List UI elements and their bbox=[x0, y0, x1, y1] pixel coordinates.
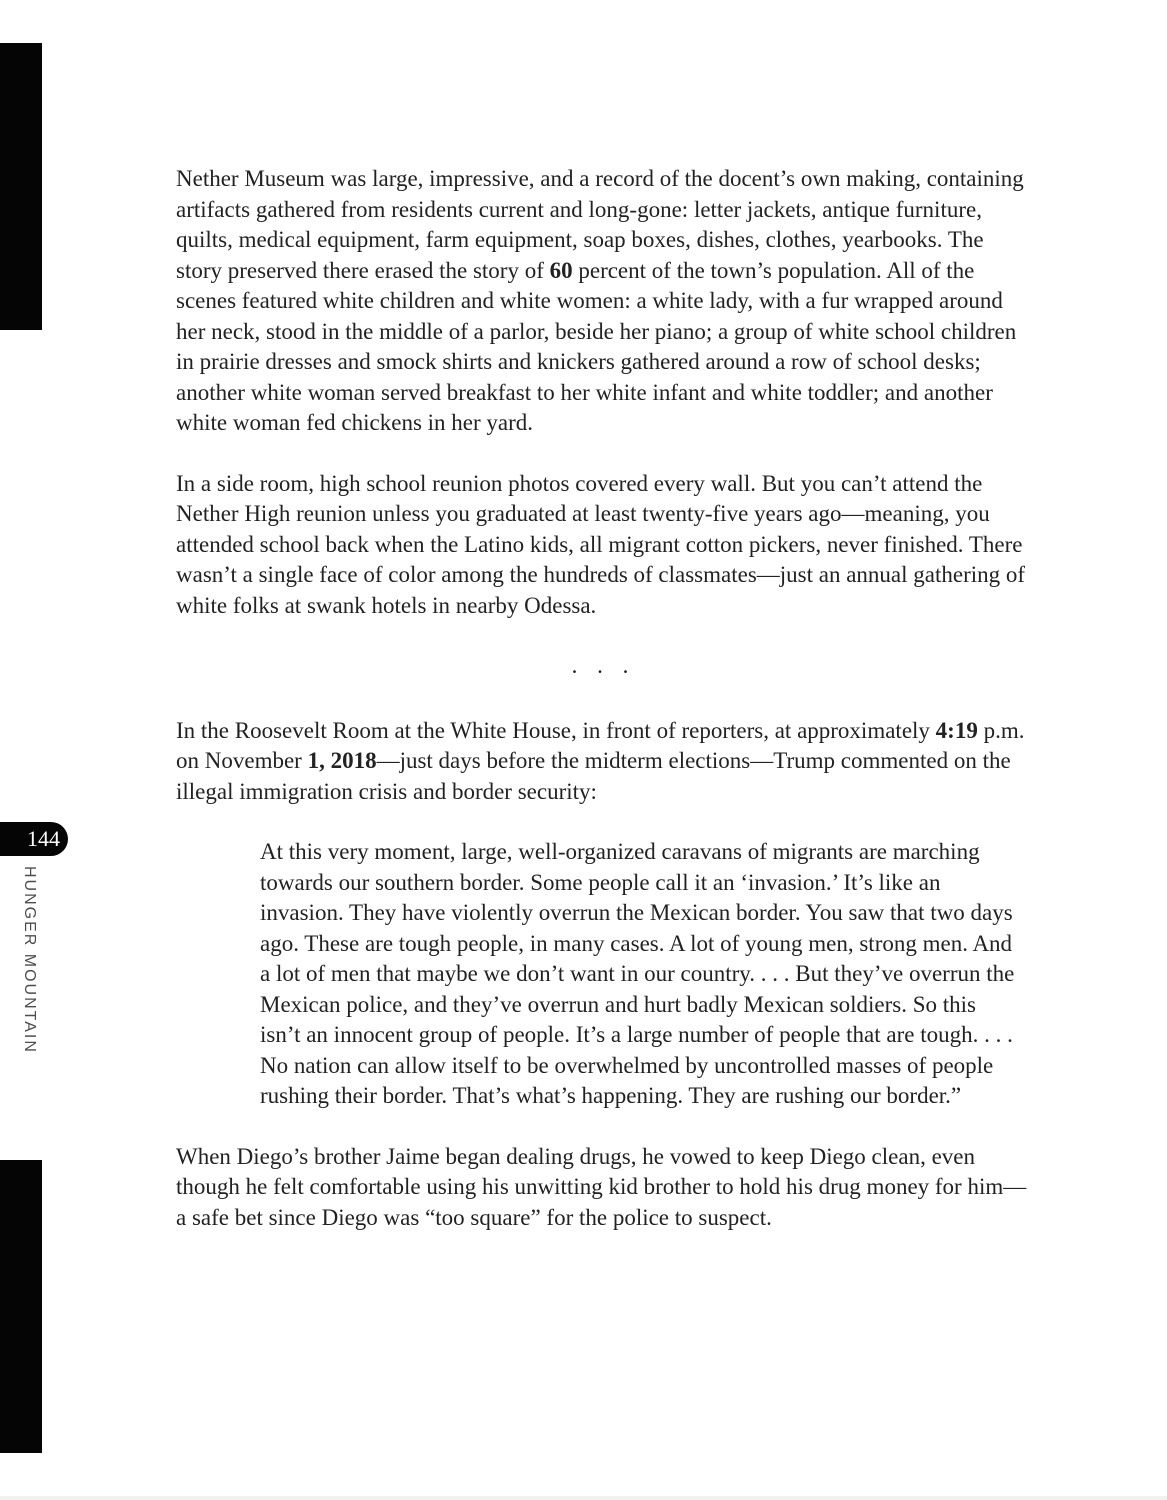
text-segment: p.m. on November bbox=[176, 717, 1025, 773]
journal-title-vertical: HUNGER MOUNTAIN bbox=[21, 866, 38, 1054]
paragraph-museum bbox=[176, 164, 1031, 439]
text-segment: At this very moment, large, well-organized caravans of migrants are marching towards our southern border. Some people call it an ‘invasion.’ It’s like an invasion. They have violently overrun the Mexican border. You saw that two days ago. These are tough people, in many cases. A lot of young men, strong men. And a lot of men that maybe we don’t want in our country. . . . But they’ve overrun the Mexican police, and they’ve overrun and hurt badly Mexican soldiers. So this isn’t an innocent group of people. It’s a large number of people that are tough. . . . No nation can allow itself to be overwhelmed by uncontrolled masses of people rushing their border. That’s what’s happening. They are rushing our border.” bbox=[260, 839, 1015, 1108]
text-segment: In a side room, high school reunion photos covered every wall. But you can’t attend the Nether High reunion unless you graduated at least twenty-five years ago—meaning, you attended school back when the Latino kids, all migrant cotton pickers, never finished. There wasn’t a single face of color among the hundreds of classmates—just an annual gathering of white folks at swank hotels in nearby Odessa. bbox=[176, 470, 1026, 618]
paragraph-diego bbox=[176, 1142, 1031, 1234]
emphasized-numeral: 1, 2018 bbox=[307, 748, 377, 773]
text-segment: Nether Museum was large, impressive, and a record of the docent’s own making, containing artifacts gathered from residents current and long-gone: letter jackets, antique furniture, quilts, medical equipment, farm equipment, soap boxes, dishes, clothes, yearbooks. The story preserved there erased the story of bbox=[176, 166, 1024, 283]
section-break-dots: . . . bbox=[571, 653, 636, 678]
margin-bar-top bbox=[0, 43, 42, 330]
page-edge-shadow bbox=[0, 1496, 1167, 1500]
text-segment: —just days before the midterm elections—Trump commented on the illegal immigration crisis and border security: bbox=[176, 748, 1011, 804]
emphasized-numeral: 4:19 bbox=[935, 717, 978, 743]
trump-quote-block bbox=[260, 837, 1016, 1112]
page-number-tab bbox=[0, 822, 68, 856]
paragraph-roosevelt-room bbox=[176, 716, 1031, 808]
margin-bar-bottom bbox=[0, 1160, 42, 1453]
body-text bbox=[176, 164, 1031, 1263]
text-segment: percent of the town’s population. All of the scenes featured white children and white women: a white lady, with a fur wrapped around her neck, stood in the middle of a parlor, beside her piano; a group of white school children in prairie dresses and smock shirts and knickers gathered around a row of school desks; another white woman served breakfast to her white infant and white toddler; and another white woman fed chickens in her yard. bbox=[176, 257, 1017, 435]
page-number: 144 bbox=[27, 826, 60, 851]
emphasized-numeral: 60 bbox=[549, 257, 573, 283]
text-segment: In the Roosevelt Room at the White House, in front of reporters, at approximately bbox=[176, 717, 936, 743]
text-segment: When Diego’s brother Jaime began dealing drugs, he vowed to keep Diego clean, even though he felt comfortable using his unwitting kid brother to hold his drug money for him—a safe bet since Diego was “too square” for the police to suspect. bbox=[176, 1143, 1027, 1230]
paragraph-reunion bbox=[176, 469, 1031, 622]
